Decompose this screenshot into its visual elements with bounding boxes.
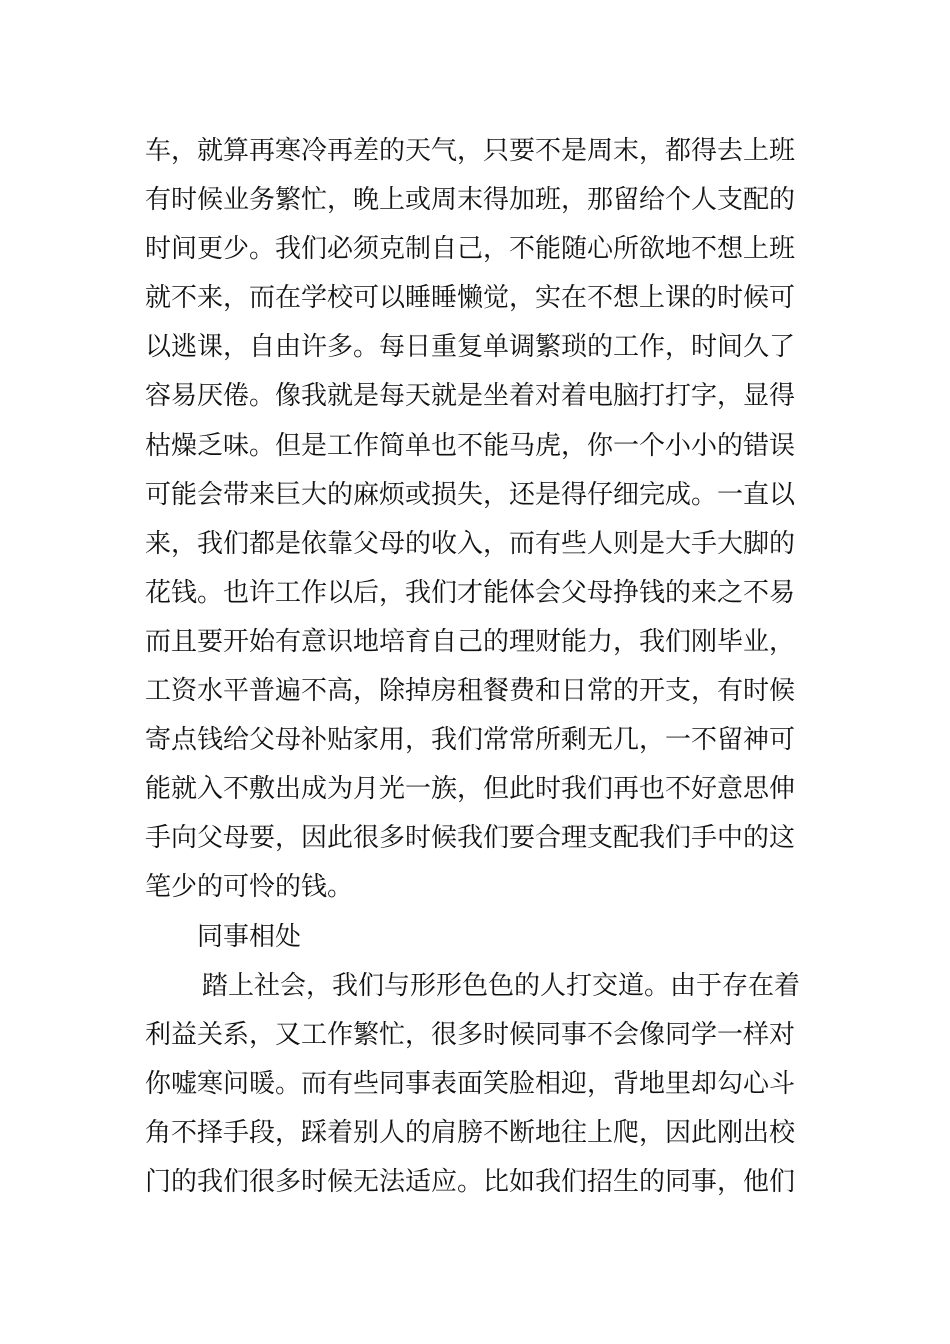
text-line: 时间更少。我们必须克制自己，不能随心所欲地不想上班 [145,234,796,265]
body-text [145,127,810,1207]
section-heading: 同事相处 [197,921,302,952]
text-line: 你嘘寒问暖。而有些同事表面笑脸相迎，背地里却勾心斗 [145,1068,796,1099]
text-line: 就不来，而在学校可以睡睡懒觉，实在不想上课的时候可 [145,283,796,314]
text-line: 来，我们都是依靠父母的收入，而有些人则是大手大脚的 [145,528,796,559]
text-line: 寄点钱给父母补贴家用，我们常常所剩无几，一不留神可 [145,725,796,756]
text-line: 利益关系，又工作繁忙，很多时候同事不会像同学一样对 [145,1019,796,1050]
text-line: 花钱。也许工作以后，我们才能体会父母挣钱的来之不易 [145,577,796,608]
text-line: 笔少的可怜的钱。 [145,872,354,903]
text-line: 角不择手段，踩着别人的肩膀不断地往上爬，因此刚出校 [145,1117,796,1148]
text-line: 工资水平普遍不高，除掉房租餐费和日常的开支，有时候 [145,676,796,707]
text-line: 容易厌倦。像我就是每天就是坐着对着电脑打打字，显得 [145,381,796,412]
text-line: 以逃课，自由许多。每日重复单调繁琐的工作，时间久了 [145,332,796,363]
text-line: 可能会带来巨大的麻烦或损失，还是得仔细完成。一直以 [145,479,796,510]
text-line: 有时候业务繁忙，晚上或周末得加班，那留给个人支配的 [145,185,796,216]
text-line: 手向父母要，因此很多时候我们要合理支配我们手中的这 [145,823,796,854]
text-line: 而且要开始有意识地培育自己的理财能力，我们刚毕业， [145,626,796,657]
text-line: 车，就算再寒冷再差的天气，只要不是周末，都得去上班 [145,136,796,166]
text-line: 门的我们很多时候无法适应。比如我们招生的同事，他们 [145,1166,796,1197]
text-line: 踏上社会，我们与形形色色的人打交道。由于存在着 [202,970,801,1001]
text-line: 枯燥乏味。但是工作简单也不能马虎，你一个小小的错误 [145,430,796,461]
text-line: 能就入不敷出成为月光一族，但此时我们再也不好意思伸 [145,774,796,805]
